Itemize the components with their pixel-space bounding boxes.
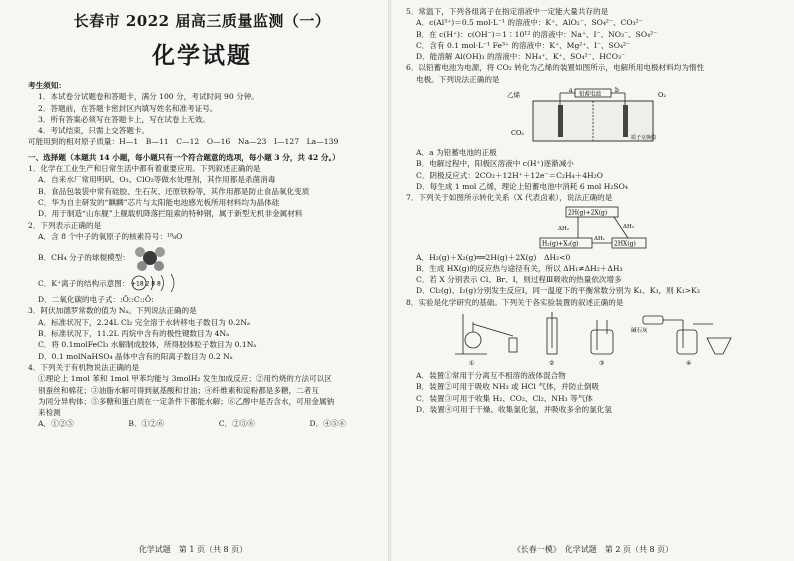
terminal-a-label: a	[569, 87, 573, 95]
apparatus-3-label: ③	[599, 360, 605, 368]
question-1-option: A．自来水厂常用明矾、O₃、ClO₂等做水处理剂，其作用都是杀菌消毒	[38, 175, 276, 185]
notice-item: 2．答题前，在答题卡密封区内填写姓名和准考证号。	[38, 103, 218, 113]
page-2	[392, 0, 794, 561]
k-ion-label: +18 2 8 8	[131, 280, 162, 288]
question-8-option: C．装置③可用于收集 H₂、CO₂、Cl₂、NH₃ 等气体	[416, 393, 593, 403]
notice-item: 4．考试结束，只需上交答题卡。	[38, 126, 150, 136]
question-4-option: C．②⑤⑥	[218, 419, 256, 429]
terminal-b-label: b	[615, 87, 619, 95]
question-6-stem: 6．以铅蓄电池为电源，将 CO₂ 转化为乙烯的装置如图所示，电解所用电极材料均为惰性	[406, 63, 705, 73]
question-6-option: D．每生成 1 mol 乙烯，理论上铅蓄电池中消耗 6 mol H₂SO₄	[416, 181, 628, 191]
energy-cycle-diagram	[528, 206, 658, 250]
question-3-option: A．标准状况下，2.24L Cl₂ 完全溶于水转移电子数目为 0.2Nₐ	[38, 317, 250, 327]
atomic-mass-line: 可能用到的相对原子质量：H—1 B—11 C—12 O—16 Na—23 I—127 La—139	[28, 137, 339, 147]
question-5-option: D．能溶解 Al(OH)₃ 的溶液中：NH₄⁺、K⁺、SO₄²⁻、HCO₃⁻	[416, 52, 626, 62]
question-3-option: B．标准状况下，11.2L 丙烷中含有的极性键数目为 4Nₐ	[38, 329, 230, 339]
exam-title: 化学试题	[152, 43, 252, 69]
question-8-option: D．装置④可用于干燥、收集氯化氢，并吸收多余的氯化氢	[416, 404, 612, 414]
notice-item: 1．本试卷分试题卷和答题卡，满分 100 分，考试时间 90 分钟。	[38, 92, 259, 102]
question-1-stem: 1．化学在工业生产和日常生活中都有着重要应用。下列叙述正确的是	[28, 164, 261, 174]
question-1-option: B．食品包装袋中常有硅胶、生石灰、还原铁粉等，其作用都是防止食品氧化变质	[38, 186, 310, 196]
question-3-option: D．0.1 molNaHSO₄ 晶体中含有的阳离子数目为 0.2 Nₐ	[38, 351, 233, 361]
exam-header: 长春市 2022 届高三质量监测（一）	[73, 12, 331, 30]
question-8-option: B．装置②可用于吸收 NH₃ 或 HCl 气体，并防止倒吸	[416, 382, 600, 392]
cycle-bottom-left-label: H₂(g)+X₂(g)	[542, 240, 579, 248]
co2-label: CO₂	[511, 129, 524, 138]
question-2-option: C．K⁺离子的结构示意图：	[38, 278, 130, 288]
question-4-option: A．①②⑤	[38, 419, 74, 429]
question-6-option: B．电解过程中，阳极区溶液中 c(H⁺)逐渐减小	[416, 159, 574, 169]
lab-apparatus-diagram	[443, 310, 743, 368]
apparatus-1-label: ①	[469, 360, 475, 368]
question-4-text: ①理论上 1mol 苯和 1mol 甲苯均能与 3molH₂ 发生加成反应；②用灼烧的方法可以区	[38, 374, 332, 384]
question-2-option: D．二氧化碳的电子式：:Ö::C::Ö:	[38, 295, 154, 305]
question-4-text: 为同分异构体；⑤多糖和蛋白质在一定条件下都能水解；⑥乙醇中是否含水，可用金属钠	[38, 396, 335, 406]
question-4-options	[28, 418, 376, 429]
question-5-stem: 5．常温下，下列各组离子在指定溶液中一定能大量共存的是	[406, 7, 609, 16]
question-2-option: B．CH₄ 分子的球棍模型：	[38, 252, 130, 262]
cycle-bottom-right-label: 2HX(g)	[614, 240, 636, 248]
page-1	[0, 0, 386, 561]
question-5-option: B．在 c(H⁺)：c(OH⁻)＝1∶10¹² 的溶液中：Na⁺、I⁻、NO₃⁻、SO₄²⁻	[416, 29, 658, 39]
dh2-label: ΔH₂	[558, 225, 569, 232]
section-1-heading: 一、选择题（本题共 14 小题，每小题只有一个符合题意的选项，每小题 3 分，共 42 分。）	[28, 152, 340, 162]
question-7-option: B．生成 HX(g)的反应热与途径有关，所以 ΔH₁≠ΔH₂＋ΔH₃	[416, 263, 623, 273]
question-2-option: A．含 8 个中子的氧原子的核素符号：¹⁸₈O	[38, 231, 183, 241]
apparatus-2-label: ②	[549, 360, 555, 368]
question-5-option: A．c(Al³⁺)＝0.5 mol·L⁻¹ 的溶液中：K⁺、AlO₂⁻、SO₄²⁻、CO₃²⁻	[416, 18, 643, 28]
k-ion-structure-diagram	[129, 273, 191, 293]
question-1-option: C．华为自主研发的“麒麟”芯片与太阳能电池感光板所用材料均为晶体硅	[38, 197, 280, 207]
question-6-option: A．a 为铅蓄电池的正极	[416, 148, 497, 158]
apparatus-4-label: ④	[686, 360, 692, 368]
question-8-option: A．装置①常用于分离互不相溶的液体混合物	[416, 371, 566, 381]
question-4-option: D．④⑤⑥	[309, 419, 346, 429]
question-7-option: C．若 X 分别表示 Cl、Br、I，则过程Ⅲ吸收的热量依次增多	[416, 275, 622, 285]
apparatus-4	[643, 316, 731, 354]
question-6-stem-cont: 电极。下列说法正确的是	[416, 74, 500, 84]
soda-lime-label: 碱石灰	[631, 328, 648, 335]
apparatus-3	[591, 320, 613, 354]
question-1-option: D．用于制造“山东舰”上舰载机降落拦阻索的特种钢，属于新型无机非金属材料	[38, 209, 303, 219]
notice-title: 考生须知：	[28, 81, 66, 90]
page-fold	[388, 0, 391, 561]
ethylene-label: 乙烯	[507, 91, 520, 100]
question-3-stem: 3．阿伏加德罗常数的值为 Nₐ。下列说法正确的是	[28, 306, 197, 316]
page-2-footer: 《长春一模》 化学试题 第 2 页（共 8 页）	[512, 545, 674, 554]
question-3-option: C．将 0.1molFeCl₃ 水解制成胶体，所得胶体粒子数目为 0.1Nₐ	[38, 340, 257, 350]
dh3-label: ΔH₃	[623, 223, 634, 230]
page-1-footer: 化学试题 第 1 页（共 8 页）	[138, 545, 248, 554]
question-7-option: D．Cl₂(g)、I₂(g)分别发生反应Ⅰ，同一温度下的平衡常数分别为 K₁、K₃，则 K₁>K₃	[416, 286, 700, 296]
question-7-stem: 7．下列关于如图所示转化关系（X 代表卤素），说法正确的是	[406, 193, 613, 203]
question-2-stem: 2．下列表示正确的是	[28, 220, 102, 230]
o2-label: O₂	[658, 91, 666, 100]
cycle-top-label: 2H(g)+2X(g)	[568, 209, 608, 217]
question-4-text: 别蚕丝和棉花；③油脂水解可得到氨基酸和甘油；④纤维素和淀粉都是多糖，二者互	[38, 385, 319, 395]
apparatus-2	[547, 312, 557, 354]
notice-item: 3．所有答案必须写在答题卡上，写在试卷上无效。	[38, 114, 210, 124]
question-4-text: 来检测	[38, 408, 61, 418]
dh1-label: ΔH₁	[594, 235, 605, 242]
battery-label: 铅蓄电池	[579, 91, 602, 98]
electrolysis-cell-diagram	[503, 87, 683, 145]
apparatus-1	[455, 314, 517, 354]
methane-ball-stick-model	[130, 243, 170, 271]
membrane-label: 质子交换膜	[631, 135, 657, 142]
question-7-option: A．H₂(g)＋X₂(g)══2H(g)＋2X(g) ΔH₂<0	[416, 252, 571, 262]
question-4-stem: 4．下列关于有机物说法正确的是	[28, 362, 140, 372]
question-5-option: C．含有 0.1 mol·L⁻¹ Fe³⁺ 的溶液中：K⁺、Mg²⁺、I⁻、SO₄²⁻	[416, 40, 631, 50]
question-4-option: B．①②⑥	[128, 419, 165, 429]
question-6-option: C．阴极反应式：2CO₂＋12H⁺＋12e⁻＝C₂H₄＋4H₂O	[416, 170, 603, 180]
question-8-stem: 8．实验是化学研究的基础。下列关于各实验装置的叙述正确的是	[406, 297, 624, 307]
